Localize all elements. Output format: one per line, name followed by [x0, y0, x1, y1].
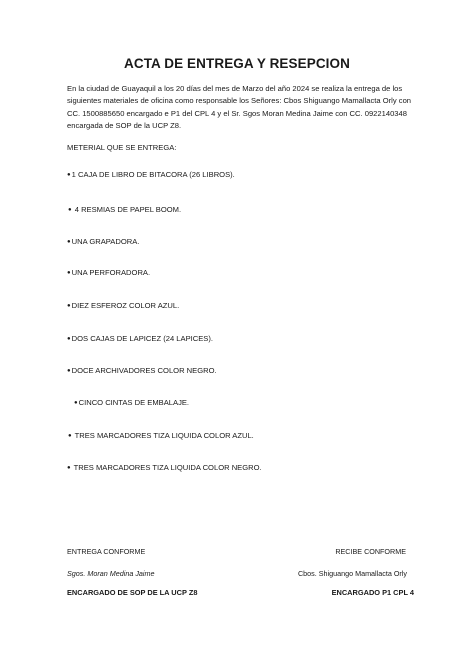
list-item-text: 4 RESMIAS DE PAPEL BOOM.: [72, 205, 182, 214]
document-title: ACTA DE ENTREGA Y RESEPCION: [124, 56, 350, 71]
list-item: [67, 237, 139, 246]
list-item-text: UNA PERFORADORA.: [71, 268, 151, 277]
list-item: [67, 170, 235, 179]
list-item: [67, 366, 217, 375]
bullet-icon: ●: [67, 270, 71, 276]
list-item: [67, 268, 150, 277]
list-item-text: DOS CAJAS DE LAPICEZ (24 LAPICES).: [71, 334, 213, 343]
list-item: [68, 205, 181, 214]
bullet-icon: ●: [67, 303, 71, 309]
intro-paragraph: En la ciudad de Guayaquil a los 20 días del mes de Marzo del año 2024 se realiza la entrega de los siguientes materiales de oficina como responsable los Señores: Cbos Shiguango Mamallacta Orly con CC. 1500885650 encargado e P1 del CPL 4 y el Sr. Sgos Moran Medina Jaime con CC. 0922140348 encargada de SOP de la UCP Z8.: [67, 84, 412, 130]
list-item-text: TRES MARCADORES TIZA LIQUIDA COLOR AZUL.: [72, 431, 254, 440]
list-item-text: DIEZ ESFEROZ COLOR AZUL.: [71, 301, 180, 310]
signature-right-name: Cbos. Shiguango Mamallacta Orly: [297, 569, 407, 578]
signature-right-heading: RECIBE CONFORME: [335, 547, 406, 556]
bullet-icon: ●: [67, 172, 71, 178]
bullet-icon: ●: [67, 465, 71, 471]
signature-left-heading: ENTREGA CONFORME: [67, 547, 146, 556]
signature-left-role: ENCARGADO DE SOP DE LA UCP Z8: [67, 588, 198, 597]
list-item-text: 1 CAJA DE LIBRO DE BITACORA (26 LIBROS).: [71, 170, 235, 179]
bullet-icon: ●: [68, 433, 72, 439]
bullet-icon: ●: [67, 336, 71, 342]
list-item-text: TRES MARCADORES TIZA LIQUIDA COLOR NEGRO.: [71, 463, 262, 472]
bullet-icon: ●: [67, 368, 71, 374]
list-item: [74, 398, 189, 407]
materials-list-title: METERIAL QUE SE ENTREGA:: [67, 143, 177, 152]
bullet-icon: ●: [68, 207, 72, 213]
signature-right-role: ENCARGADO P1 CPL 4: [331, 588, 414, 597]
list-item-text: DOCE ARCHIVADORES COLOR NEGRO.: [71, 366, 217, 375]
signature-left-name: Sgos. Moran Medina Jaime: [67, 569, 155, 578]
list-item-text: UNA GRAPADORA.: [71, 237, 140, 246]
list-item: [67, 334, 213, 343]
list-item: [67, 301, 179, 310]
list-item: [68, 431, 254, 440]
bullet-icon: ●: [67, 239, 71, 245]
list-item: [67, 463, 262, 472]
bullet-icon: ●: [74, 400, 78, 406]
list-item-text: CINCO CINTAS DE EMBALAJE.: [78, 398, 190, 407]
